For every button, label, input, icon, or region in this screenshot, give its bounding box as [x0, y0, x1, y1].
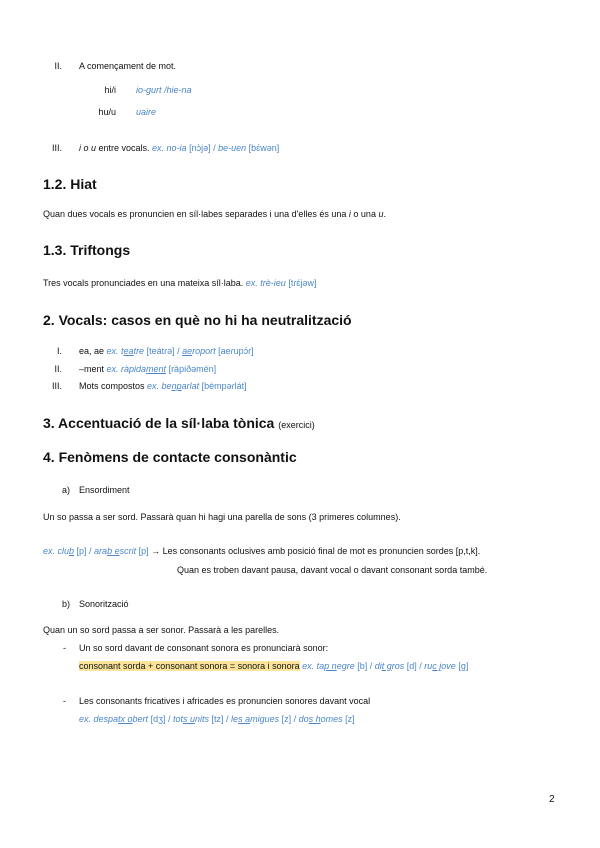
list-number: III.: [51, 381, 62, 391]
ipa-transcription: [bɛ́wən]: [246, 143, 280, 153]
example-word: tot: [172, 714, 183, 724]
list-item-text: [79, 345, 254, 357]
text-segment: ea, ae: [79, 346, 107, 356]
ipa-transcription: [z]: [342, 714, 355, 724]
bullet-item: [0, 642, 600, 654]
text-segment: –ment: [79, 364, 107, 374]
underlined-segment: ment: [146, 364, 167, 374]
example-word: ara: [94, 546, 108, 556]
example-word: ex. no-ia: [152, 143, 187, 153]
list-item-text: [79, 142, 279, 154]
example-word: ros: [391, 661, 405, 671]
example-word: le: [231, 714, 239, 724]
rule-example: [79, 660, 468, 672]
subheading-text: Ensordiment: [79, 485, 130, 495]
example-text: uaire: [136, 107, 157, 117]
heading-triftongs: 1.3. Triftongs: [43, 242, 131, 258]
underlined-segment: c j: [432, 661, 442, 671]
ipa-transcription: [dʒ] /: [148, 714, 173, 724]
list-item: [0, 345, 600, 357]
underlined-segment: b e: [107, 546, 120, 556]
ipa-transcription: [p]: [136, 546, 149, 556]
text-segment: Mots compostos: [79, 381, 148, 391]
text-segment: Tres vocals pronunciades en una mateixa síl·laba.: [43, 278, 246, 288]
ipa-transcription: [z] /: [279, 714, 299, 724]
example-word: nits: [195, 714, 210, 724]
text-segment: entre vocals.: [96, 143, 153, 153]
highlighted-rule: consonant sorda + consonant sonora = sonora i sonora: [79, 661, 300, 671]
list-number: II.: [54, 364, 62, 374]
ipa-transcription: [aeɾupɔ́ɾ]: [215, 346, 254, 356]
ipa-transcription: [p] /: [74, 546, 95, 556]
example-word: roport: [192, 346, 216, 356]
list-item: [0, 363, 600, 375]
list-number: I.: [56, 346, 62, 356]
ipa-transcription: [nɔ̀jə] /: [186, 143, 219, 153]
list-item: [0, 380, 600, 392]
ipa-transcription: [d] /: [404, 661, 425, 671]
ipa-transcription: [b] /: [354, 661, 375, 671]
paragraph-sonoritzacio: Quan un so sord passa a ser sonor. Passarà a les parelles.: [43, 625, 280, 635]
ipa-transcription: [ràpiðəmén]: [166, 364, 217, 374]
heading-contacte: 4. Fenòmens de contacte consonàntic: [43, 449, 297, 465]
underlined-segment: np: [171, 381, 182, 391]
example-word: ex. despa: [79, 714, 119, 724]
underlined-segment: ea: [123, 346, 134, 356]
sublist-letter: b): [62, 599, 71, 609]
ipa-transcription: [bèmpəɾlát]: [199, 381, 247, 391]
ipa-transcription: [tɾɛ́jəw]: [285, 278, 317, 288]
example-word: migues: [250, 714, 280, 724]
list-item-text: [79, 380, 247, 392]
ipa-transcription: [g]: [455, 661, 469, 671]
example-word: scrit: [119, 546, 137, 556]
example-word: ex. be: [147, 381, 172, 391]
example-row-hi: [0, 84, 600, 96]
list-number: II.: [54, 61, 62, 71]
bullet-text: Un so sord davant de consonant sonora es pronunciarà sonor:: [79, 643, 329, 653]
examples: [79, 713, 355, 725]
text-segment: Quan dues vocals es pronuncien en síl·labes separades i una d'elles és una: [43, 209, 349, 219]
example-row-hu: [0, 106, 600, 118]
bullet-dash: -: [63, 696, 66, 706]
page-number: 2: [549, 794, 555, 805]
underlined-segment: tx o: [118, 714, 133, 724]
list-item-ii: [0, 60, 600, 72]
example-key: hi/i: [104, 85, 116, 95]
example-line-ensordiment: [43, 545, 480, 557]
paragraph-hiat: [43, 208, 386, 220]
example-key: hu/u: [98, 107, 116, 117]
underlined-segment: p n: [324, 661, 337, 671]
example-word: omes: [320, 714, 343, 724]
heading-accentuacio: [43, 414, 315, 434]
subheading-text: Sonorització: [79, 599, 129, 609]
example-word: egre: [336, 661, 355, 671]
bullet-dash: -: [63, 643, 66, 653]
italic-letter: i: [348, 209, 351, 219]
note-ensordiment: Quan es troben davant pausa, davant vocal o davant consonant sorda també.: [177, 565, 488, 575]
example-word: tre: [133, 346, 145, 356]
example-word: di: [374, 661, 382, 671]
paragraph-triftongs: [43, 277, 316, 289]
example-word: ex. t: [106, 346, 124, 356]
heading-hiat: 1.2. Hiat: [43, 176, 97, 192]
bullet-item: [0, 695, 600, 707]
text-segment: o una: [350, 209, 379, 219]
ipa-transcription: [teátɾə] /: [144, 346, 183, 356]
underlined-segment: s h: [308, 714, 321, 724]
rule-explanation: → Les consonants oclusives amb posició final de mot es pronuncien sordes [p,t,k].: [148, 546, 481, 556]
heading-note: (exercici): [278, 420, 315, 430]
sublist-letter: a): [62, 485, 71, 495]
underlined-segment: ae: [182, 346, 193, 356]
example-word: ove: [441, 661, 456, 671]
underlined-segment: s u: [183, 714, 196, 724]
example-word: ru: [424, 661, 433, 671]
bullet-text: Les consonants fricatives i africades es pronuncien sonores davant vocal: [79, 696, 371, 706]
subheading-ensordiment: [0, 484, 600, 496]
rule-line: [0, 660, 600, 672]
heading-text: 3. Accentuació de la síl·laba tònica: [43, 415, 275, 431]
underlined-segment: b: [69, 546, 75, 556]
list-item-iii: [0, 142, 600, 154]
list-item-text: [79, 363, 216, 375]
heading-vocals: 2. Vocals: casos en què no hi ha neutralització: [43, 312, 352, 328]
italic-letter: u: [378, 209, 384, 219]
text-segment: .: [383, 209, 386, 219]
underlined-segment: t g: [381, 661, 392, 671]
vowels-italic: i o u: [79, 143, 97, 153]
list-number: III.: [51, 143, 62, 153]
example-word: be-uen: [218, 143, 247, 153]
example-text: io-gurt /hie-na: [136, 85, 192, 95]
example-word: ex. ràpida: [106, 364, 147, 374]
ipa-transcription: [tz] /: [209, 714, 232, 724]
example-word: arlat: [181, 381, 200, 391]
list-item-text: A començament de mot.: [79, 61, 177, 71]
example-word: ex. trè-ieu: [245, 278, 286, 288]
example-word: ex. clu: [43, 546, 70, 556]
example-word: do: [298, 714, 309, 724]
subheading-sonoritzacio: [0, 598, 600, 610]
example-word: bert: [132, 714, 149, 724]
paragraph-ensordiment: Un so passa a ser sord. Passarà quan hi hagi una parella de sons (3 primeres columnes).: [43, 512, 401, 522]
example-line-fricatives: [0, 713, 600, 725]
underlined-segment: s a: [238, 714, 251, 724]
example-word: ex. ta: [299, 661, 325, 671]
